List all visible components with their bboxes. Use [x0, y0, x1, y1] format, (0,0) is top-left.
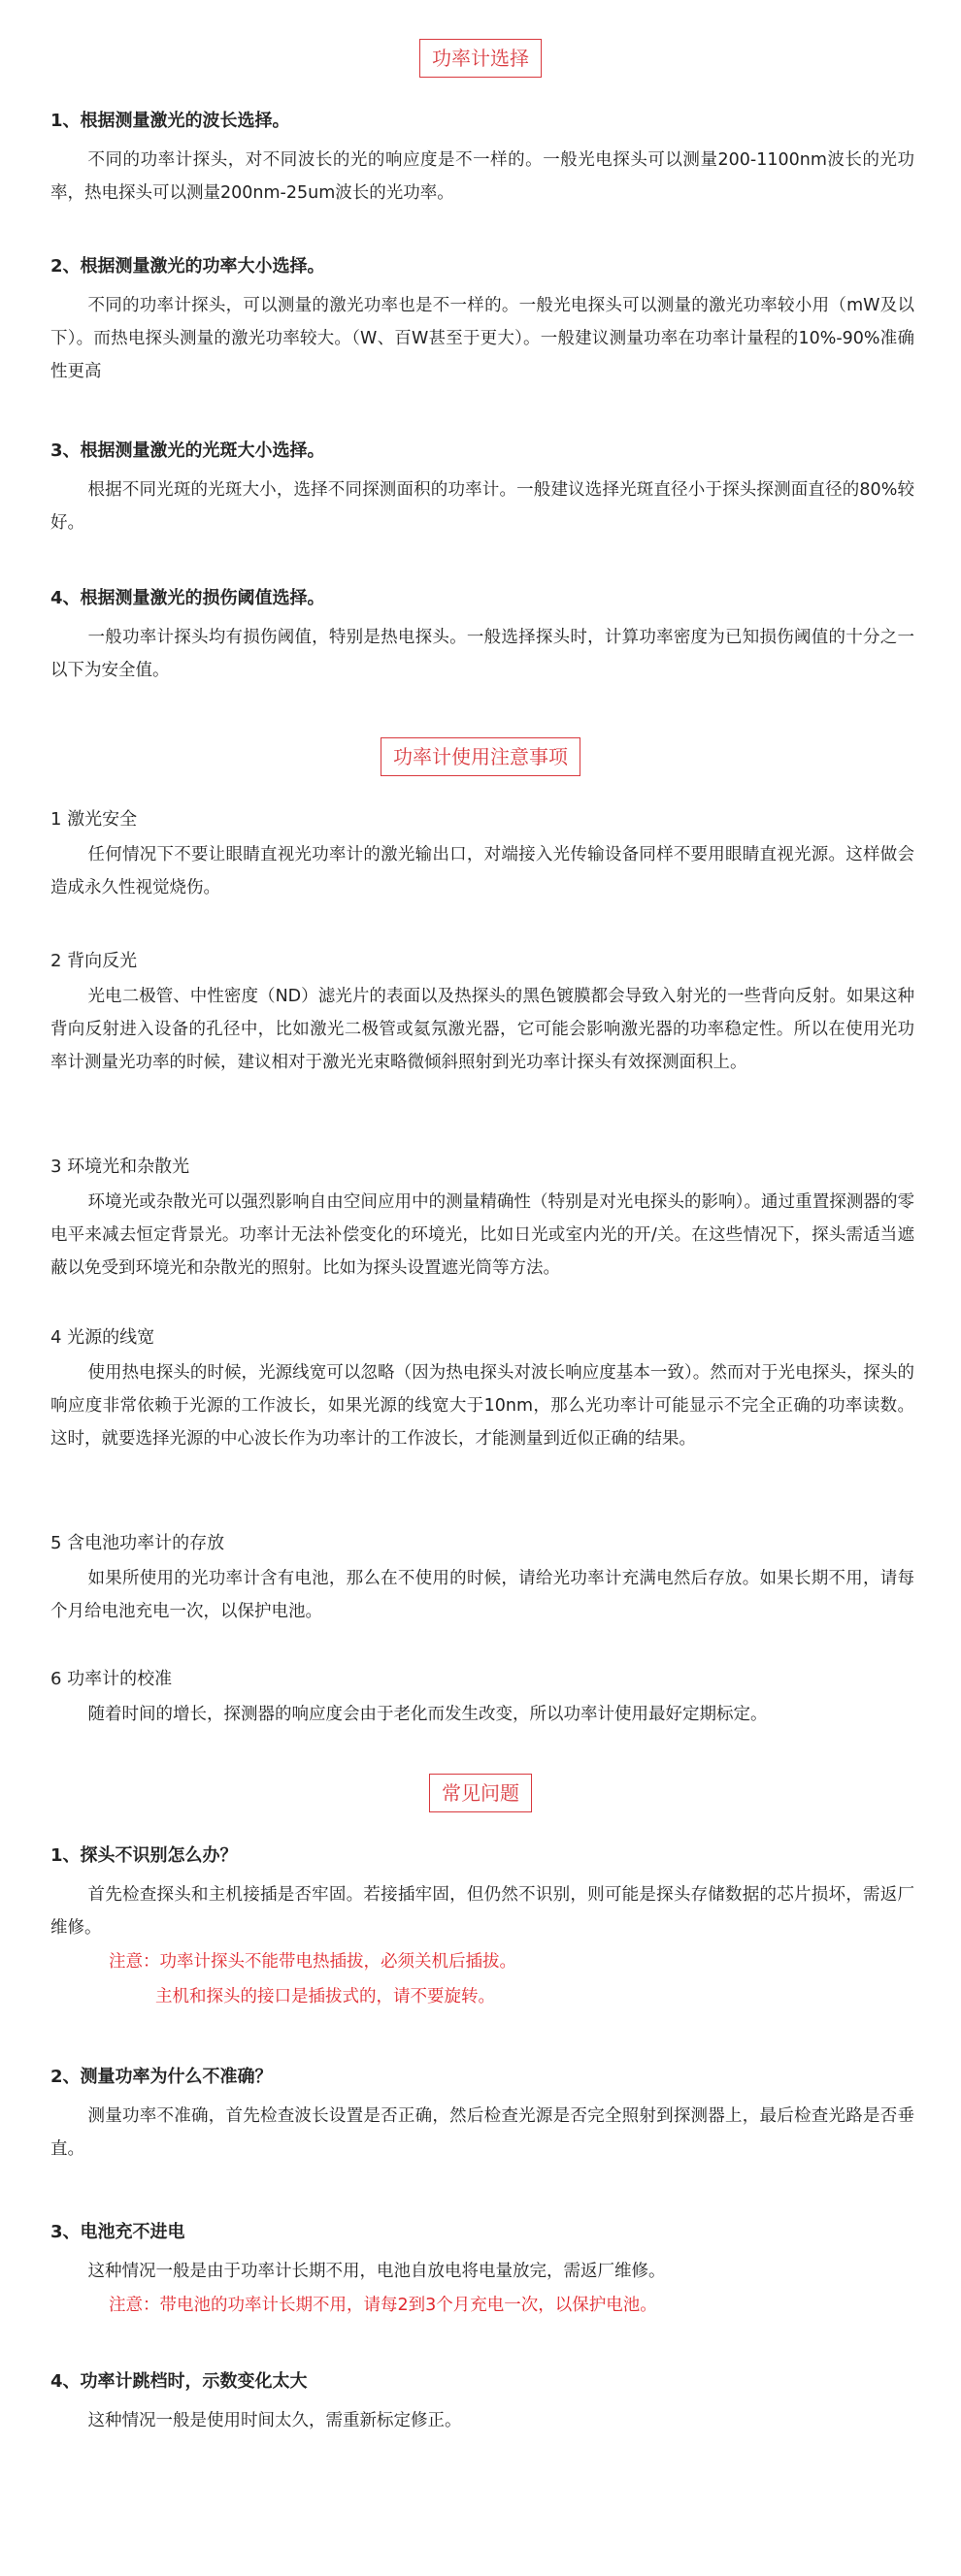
selection-heading: 1、根据测量激光的波长选择。: [50, 111, 290, 131]
usage-heading: 5 含电池功率计的存放: [50, 1533, 225, 1553]
faq-note: [50, 2288, 914, 2323]
selection-item-wavelength: [50, 109, 914, 210]
selection-text: 不同的功率计探头，对不同波长的光的响应度是不一样的。一般光电探头可以测量200-1100nm波长的光功率，热电探头可以测量200nm-25um波长的光功率。: [50, 150, 914, 203]
selection-heading: 3、根据测量激光的光斑大小选择。: [50, 440, 325, 461]
faq-text: 首先检查探头和主机接插是否牢固。若接插牢固，但仍然不识别，则可能是探头存储数据的芯片损坏，需返厂维修。: [50, 1885, 914, 1938]
usage-text: 如果所使用的光功率计含有电池，那么在不使用的时候，请给光功率计充满电然后存放。如果长期不用，请每个月给电池充电一次，以保护电池。: [50, 1569, 914, 1621]
faq-text: 这种情况一般是由于功率计长期不用，电池自放电将电量放完，需返厂维修。: [87, 2262, 666, 2281]
usage-text: 环境光或杂散光可以强烈影响自由空间应用中的测量精确性（特别是对光电探头的影响）。通过重置探测器的零电平来减去恒定背景光。功率计无法补偿变化的环境光，比如日光或室内光的开/关。在这些情况下，探头需适当遮蔽以免受到环境光和杂散光的照射。比如为探头设置遮光筒等方法。: [50, 1192, 914, 1278]
note-line: 主机和探头的接口是插拔式的，请不要旋转。: [155, 1987, 495, 2006]
usage-text: 任何情况下不要让眼睛直视光功率计的激光输出口，对端接入光传输设备同样不要用眼睛直视光源。这样做会造成永久性视觉烧伤。: [50, 845, 914, 897]
faq-heading: 1、探头不识别怎么办？: [50, 1845, 238, 1866]
faq-item-probe-not-recognized: [50, 1843, 914, 2014]
faq-heading: 4、功率计跳档时，示数变化太大: [50, 2371, 308, 2392]
selection-text: 一般功率计探头均有损伤阈值，特别是热电探头。一般选择探头时，计算功率密度为已知损伤阈值的十分之一以下为安全值。: [50, 628, 914, 680]
faq-item-battery-not-charging: [50, 2220, 914, 2323]
usage-item-back-reflection: [50, 949, 914, 1079]
faq-item-range-jump: [50, 2369, 914, 2437]
selection-heading: 2、根据测量激光的功率大小选择。: [50, 256, 325, 277]
usage-heading: 6 功率计的校准: [50, 1669, 173, 1689]
usage-item-linewidth: [50, 1325, 914, 1455]
usage-item-laser-safety: [50, 807, 914, 904]
usage-item-calibration: [50, 1667, 914, 1731]
faq-heading: 3、电池充不进电: [50, 2222, 185, 2242]
selection-text: 根据不同光斑的光斑大小，选择不同探测面积的功率计。一般建议选择光斑直径小于探头探测面直径的80%较好。: [50, 480, 914, 533]
usage-item-ambient-light: [50, 1155, 914, 1285]
selection-item-power: [50, 254, 914, 388]
usage-heading: 2 背向反光: [50, 951, 138, 971]
faq-heading: 2、测量功率为什么不准确？: [50, 2067, 273, 2087]
usage-text: 使用热电探头的时候，光源线宽可以忽略（因为热电探头对波长响应度基本一致）。然而对于光电探头，探头的响应度非常依赖于光源的工作波长，如果光源的线宽大于10nm，那么光功率计可能显示不完全正确的功率读数。这时，就要选择光源的中心波长作为功率计的工作波长，才能测量到近似正确的结果。: [50, 1363, 914, 1449]
section-title-usage-notes: 功率计使用注意事项: [381, 737, 580, 776]
usage-text: 光电二极管、中性密度（ND）滤光片的表面以及热探头的黑色镀膜都会导致入射光的一些背向反射。如果这种背向反射进入设备的孔径中，比如激光二极管或氦氖激光器，它可能会影响激光器的功率稳定性。所以在使用光功率计测量光功率的时候，建议相对于激光光束略微倾斜照射到光功率计探头有效探测面积上。: [50, 987, 914, 1072]
usage-text: 随着时间的增长，探测器的响应度会由于老化而发生改变，所以功率计使用最好定期标定。: [87, 1705, 768, 1724]
selection-heading: 4、根据测量激光的损伤阈值选择。: [50, 588, 325, 608]
usage-heading: 1 激光安全: [50, 809, 138, 830]
usage-item-battery-storage: [50, 1531, 914, 1628]
faq-note: [50, 1944, 914, 2014]
selection-item-spot-size: [50, 439, 914, 539]
note-line: 注意：带电池的功率计长期不用，请每2到3个月充电一次，以保护电池。: [109, 2296, 657, 2315]
section-title-power-meter-selection: 功率计选择: [419, 39, 542, 78]
faq-text: 这种情况一般是使用时间太久，需重新标定修正。: [87, 2411, 462, 2430]
selection-text: 不同的功率计探头，可以测量的激光功率也是不一样的。一般光电探头可以测量的激光功率较小用（mW及以下）。而热电探头测量的激光功率较大。（W、百W甚至于更大）。一般建议测量功率在功率计量程的10%-90%准确性更高: [50, 296, 914, 381]
faq-item-inaccurate-measurement: [50, 2065, 914, 2166]
note-line: 注意：功率计探头不能带电热插拔，必须关机后插拔。: [109, 1952, 516, 1972]
section-title-faq: 常见问题: [429, 1774, 532, 1812]
usage-heading: 4 光源的线宽: [50, 1327, 155, 1348]
faq-text: 测量功率不准确，首先检查波长设置是否正确，然后检查光源是否完全照射到探测器上，最后检查光路是否垂直。: [50, 2106, 914, 2159]
usage-heading: 3 环境光和杂散光: [50, 1157, 190, 1177]
selection-item-damage-threshold: [50, 586, 914, 687]
